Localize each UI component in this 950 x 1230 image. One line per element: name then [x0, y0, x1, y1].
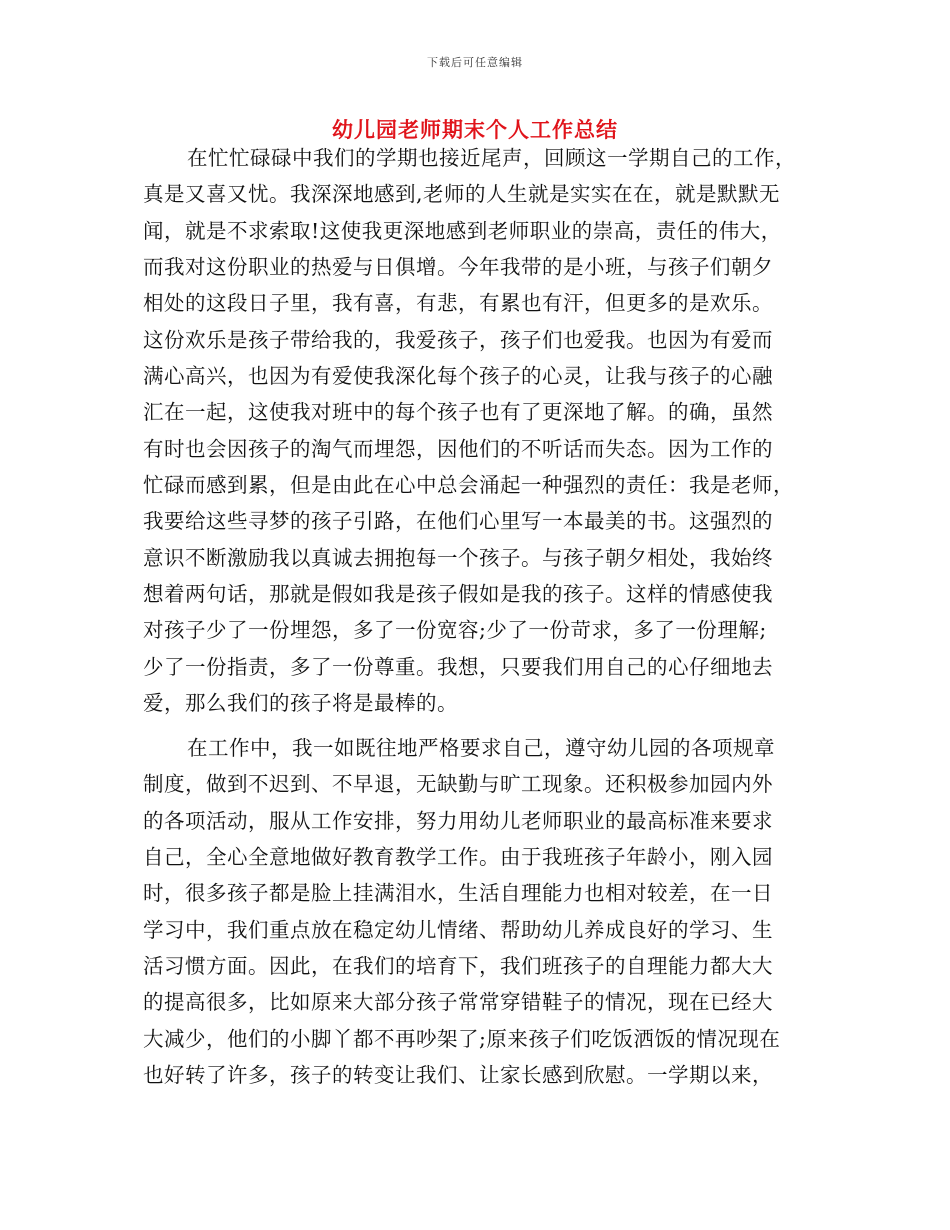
paragraph-line: 满心高兴，也因为有爱使我深化每个孩子的心灵，让我与孩子的心融 — [143, 364, 773, 388]
paragraph-line: 汇在一起，这使我对班中的每个孩子也有了更深地了解。的确，虽然 — [143, 400, 773, 424]
header-note: 下载后可任意编辑 — [427, 56, 523, 69]
paragraph-line: 想着两句话，那就是假如我是孩子假如是我的孩子。这样的情感使我 — [143, 582, 773, 606]
paragraph-line: 大减少，他们的小脚丫都不再吵架了;原来孩子们吃饭洒饭的情况现在 — [143, 1027, 781, 1051]
paragraph-line: 也好转了许多，孩子的转变让我们、让家长感到欣慰。一学期以来， — [143, 1063, 773, 1087]
paragraph-line: 活习惯方面。因此，在我们的培育下，我们班孩子的自理能力都大大 — [143, 954, 773, 978]
paragraph-line: 时，很多孩子都是脸上挂满泪水，生活自理能力也相对较差，在一日 — [143, 881, 773, 905]
paragraph-line: 意识不断激励我以真诚去拥抱每一个孩子。与孩子朝夕相处，我始终 — [143, 546, 773, 570]
paragraph-line: 有时也会因孩子的淘气而埋怨，因他们的不听话而失态。因为工作的 — [143, 437, 773, 461]
paragraph-line: 学习中，我们重点放在稳定幼儿情绪、帮助幼儿养成良好的学习、生 — [143, 918, 773, 942]
paragraph-line: 而我对这份职业的热爱与日俱增。今年我带的是小班，与孩子们朝夕 — [143, 255, 773, 279]
paragraph-line: 爱，那么我们的孩子将是最棒的。 — [143, 691, 458, 715]
paragraph-line: 忙碌而感到累，但是由此在心中总会涌起一种强烈的责任：我是老师， — [143, 473, 794, 497]
paragraph-line: 我要给这些寻梦的孩子引路，在他们心里写一本最美的书。这强烈的 — [143, 509, 773, 533]
paragraph-line: 少了一份指责，多了一份尊重。我想，只要我们用自己的心仔细地去 — [143, 655, 773, 679]
paragraph-line: 对孩子少了一份埋怨，多了一份宽容;少了一份苛求，多了一份理解; — [143, 618, 767, 642]
paragraph-line: 的各项活动，服从工作安排，努力用幼儿老师职业的最高标准来要求 — [143, 809, 773, 833]
paragraph-line: 相处的这段日子里，我有喜，有悲，有累也有汗，但更多的是欢乐。 — [143, 291, 773, 315]
paragraph-line: 的提高很多，比如原来大部分孩子常常穿错鞋子的情况，现在已经大 — [143, 990, 773, 1014]
paragraph-line: 在工作中，我一如既往地严格要求自己，遵守幼儿园的各项规章 — [187, 736, 775, 760]
paragraph-line: 制度，做到不迟到、不早退，无缺勤与旷工现象。还积极参加园内外 — [143, 772, 773, 796]
paragraph-line: 闻，就是不求索取!这使我更深地感到老师职业的崇高，责任的伟大， — [143, 219, 782, 243]
paragraph-line: 自己，全心全意地做好教育教学工作。由于我班孩子年龄小，刚入园 — [143, 845, 773, 869]
paragraph-line: 这份欢乐是孩子带给我的，我爱孩子，孩子们也爱我。也因为有爱而 — [143, 328, 773, 352]
paragraph-line: 真是又喜又忧。我深深地感到,老师的人生就是实实在在，就是默默无 — [143, 182, 781, 206]
document-title: 幼儿园老师期末个人工作总结 — [332, 117, 618, 142]
paragraph-line: 在忙忙碌碌中我们的学期也接近尾声，回顾这一学期自己的工作， — [187, 146, 796, 170]
